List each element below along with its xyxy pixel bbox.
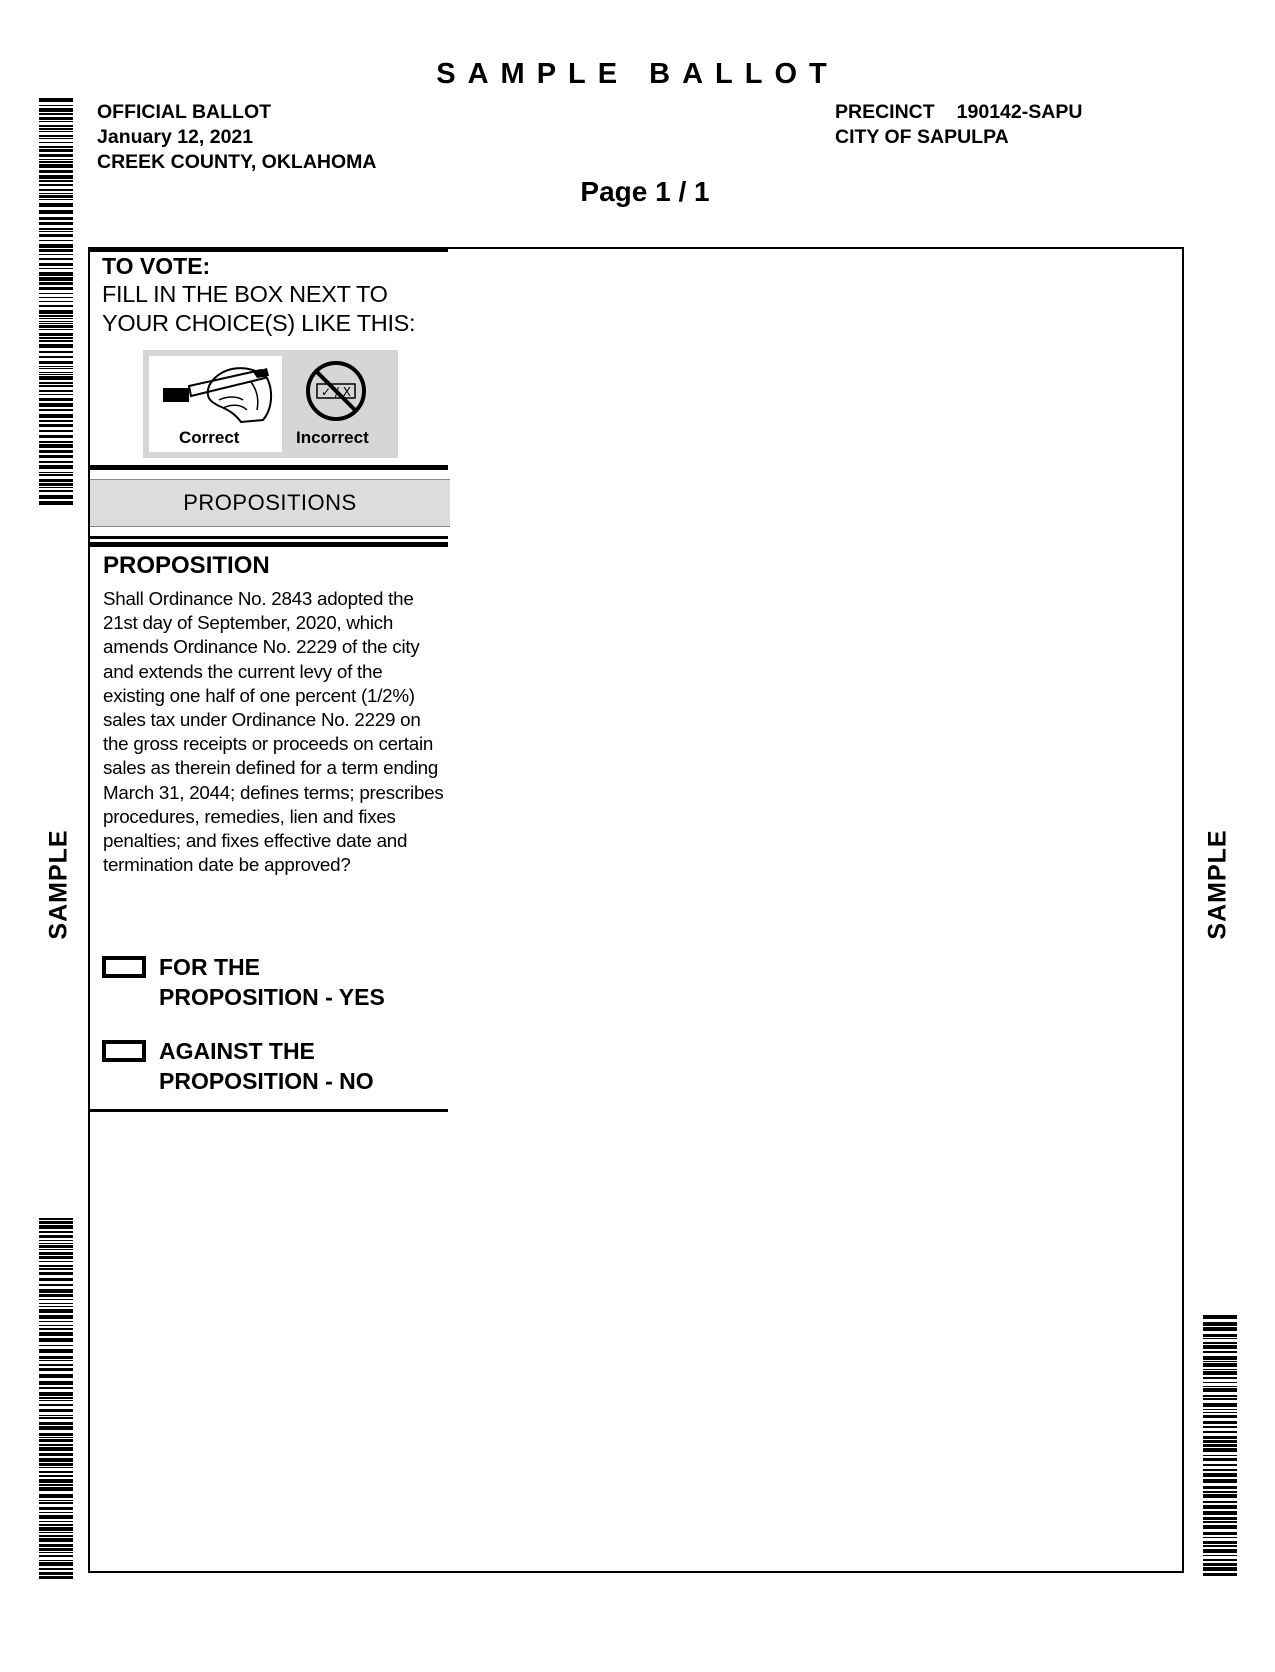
barcode-bar bbox=[39, 1512, 73, 1513]
barcode-bar bbox=[39, 495, 73, 499]
barcode-bar bbox=[1203, 1412, 1237, 1413]
barcode-bar bbox=[39, 1256, 73, 1259]
divider bbox=[88, 1109, 448, 1112]
barcode-bar bbox=[39, 1433, 73, 1436]
barcode-bar bbox=[39, 1356, 73, 1359]
barcode-bar bbox=[39, 297, 73, 298]
barcode-bar bbox=[39, 321, 73, 322]
barcode-bar bbox=[39, 455, 73, 458]
barcode-bar bbox=[1203, 1455, 1237, 1456]
barcode-bar bbox=[1203, 1563, 1237, 1566]
barcode-bar bbox=[1203, 1448, 1237, 1452]
barcode-bar bbox=[39, 222, 73, 225]
barcode-bar bbox=[1203, 1409, 1237, 1410]
barcode-bar bbox=[39, 1328, 73, 1330]
barcode-bar bbox=[1203, 1415, 1237, 1418]
barcode-bar bbox=[1203, 1395, 1237, 1397]
barcode-bar bbox=[39, 1315, 73, 1319]
barcode-bar bbox=[39, 189, 73, 191]
barcode-bar bbox=[39, 1268, 73, 1270]
barcode-bar bbox=[39, 472, 73, 473]
barcode-bar bbox=[39, 305, 73, 307]
barcode-bar bbox=[39, 105, 73, 106]
hand-pen-icon bbox=[149, 356, 282, 426]
barcode-bar bbox=[1203, 1537, 1237, 1538]
barcode-bar bbox=[39, 398, 73, 401]
barcode-bar bbox=[39, 1338, 73, 1342]
barcode-bar bbox=[39, 263, 73, 266]
barcode-bar bbox=[39, 1535, 73, 1537]
barcode-bar bbox=[39, 382, 73, 384]
marking-example bbox=[143, 350, 398, 458]
barcode-bar bbox=[39, 490, 73, 492]
barcode-bar bbox=[39, 164, 73, 168]
barcode-bar bbox=[39, 1453, 73, 1456]
barcode-bar bbox=[1203, 1322, 1237, 1326]
barcode-bar bbox=[39, 1245, 73, 1248]
barcode-bar bbox=[39, 323, 73, 324]
barcode-bar bbox=[1203, 1511, 1237, 1515]
barcode-bar bbox=[1203, 1567, 1237, 1571]
barcode-bar bbox=[39, 293, 73, 294]
barcode-bar bbox=[1203, 1338, 1237, 1339]
barcode-bar bbox=[39, 390, 73, 392]
barcode-left-bottom bbox=[39, 1218, 73, 1580]
barcode-bar bbox=[39, 424, 73, 427]
barcode-bar bbox=[39, 131, 73, 132]
barcode-bar bbox=[39, 1502, 73, 1504]
barcode-bar bbox=[1203, 1479, 1237, 1483]
barcode-bar bbox=[1203, 1369, 1237, 1370]
barcode-bar bbox=[1203, 1388, 1237, 1392]
barcode-bar bbox=[39, 234, 73, 237]
barcode-bar bbox=[39, 374, 73, 375]
divider bbox=[88, 542, 448, 547]
barcode-bar bbox=[39, 1240, 73, 1241]
barcode-bar bbox=[39, 1544, 73, 1547]
barcode-bar bbox=[39, 1572, 73, 1575]
barcode-bar bbox=[39, 1475, 73, 1477]
proposition-title: PROPOSITION bbox=[103, 552, 270, 579]
ballot-type: OFFICIAL BALLOT bbox=[97, 101, 272, 123]
barcode-bar bbox=[39, 1368, 73, 1371]
barcode-bar bbox=[1203, 1315, 1237, 1319]
barcode-bar bbox=[39, 465, 73, 469]
barcode-bar bbox=[39, 376, 73, 380]
barcode-bar bbox=[39, 1560, 73, 1561]
barcode-bar bbox=[39, 199, 73, 200]
barcode-bar bbox=[1203, 1525, 1237, 1529]
barcode-bar bbox=[39, 340, 73, 342]
instructions-title: TO VOTE: bbox=[102, 253, 211, 279]
barcode-bar bbox=[1203, 1351, 1237, 1353]
barcode-bar bbox=[39, 282, 73, 285]
barcode-bar bbox=[39, 244, 73, 248]
correct-label: Correct bbox=[179, 428, 240, 447]
barcode-bar bbox=[39, 1479, 73, 1483]
barcode-bar bbox=[39, 180, 73, 182]
barcode-bar bbox=[39, 1325, 73, 1326]
barcode-bar bbox=[39, 175, 73, 179]
barcode-bar bbox=[39, 1364, 73, 1366]
barcode-bar bbox=[39, 228, 73, 230]
barcode-bar bbox=[39, 315, 73, 317]
barcode-bar bbox=[39, 310, 73, 314]
barcode-bar bbox=[39, 277, 73, 281]
barcode-bar bbox=[39, 128, 73, 130]
barcode-bar bbox=[1203, 1559, 1237, 1561]
barcode-bar bbox=[1203, 1491, 1237, 1493]
barcode-bar bbox=[39, 1404, 73, 1406]
barcode-bar bbox=[1203, 1505, 1237, 1509]
barcode-bar bbox=[39, 1538, 73, 1542]
barcode-bar bbox=[1203, 1458, 1237, 1461]
barcode-bar bbox=[1203, 1549, 1237, 1553]
barcode-bar bbox=[39, 1218, 73, 1220]
barcode-bar bbox=[39, 318, 73, 319]
barcode-bar bbox=[39, 1231, 73, 1233]
barcode-bar bbox=[39, 1576, 73, 1579]
barcode-bar bbox=[39, 441, 73, 443]
incorrect-label: Incorrect bbox=[296, 428, 369, 447]
precinct-value: 190142-SAPU bbox=[956, 101, 1083, 123]
barcode-bar bbox=[39, 344, 73, 348]
barcode-bar bbox=[1203, 1573, 1237, 1576]
barcode-left-top bbox=[39, 98, 73, 505]
barcode-bar bbox=[39, 337, 73, 339]
barcode-bar bbox=[39, 420, 73, 422]
barcode-bar bbox=[39, 1409, 73, 1412]
svg-text:✓ / X: ✓ / X bbox=[321, 385, 351, 399]
barcode-bar bbox=[39, 210, 73, 214]
barcode-bar bbox=[39, 1272, 73, 1275]
barcode-bar bbox=[39, 1400, 73, 1401]
barcode-bar bbox=[39, 170, 73, 173]
barcode-bar bbox=[39, 325, 73, 328]
barcode-bar bbox=[1203, 1440, 1237, 1443]
barcode-bar bbox=[39, 1487, 73, 1491]
barcode-bar bbox=[39, 142, 73, 143]
barcode-bar bbox=[39, 240, 73, 241]
barcode-bar bbox=[1203, 1386, 1237, 1387]
barcode-bar bbox=[39, 356, 73, 358]
barcode-bar bbox=[39, 1437, 73, 1438]
barcode-bar bbox=[1203, 1431, 1237, 1433]
barcode-bar bbox=[39, 1548, 73, 1551]
barcode-bar bbox=[39, 117, 73, 120]
barcode-bar bbox=[39, 161, 73, 163]
barcode-bar bbox=[1203, 1464, 1237, 1466]
barcode-bar bbox=[39, 268, 73, 269]
barcode-bar bbox=[39, 1568, 73, 1570]
barcode-bar bbox=[39, 184, 73, 186]
barcode-bar bbox=[39, 1467, 73, 1468]
barcode-bar bbox=[39, 1555, 73, 1557]
barcode-bar bbox=[39, 361, 73, 364]
barcode-bar bbox=[1203, 1398, 1237, 1400]
section-label: PROPOSITIONS bbox=[183, 490, 357, 515]
side-label-right: SAMPLE bbox=[1203, 829, 1232, 940]
divider bbox=[88, 536, 448, 539]
barcode-bar bbox=[39, 487, 73, 488]
barcode-bar bbox=[39, 1306, 73, 1307]
barcode-bar bbox=[39, 98, 73, 102]
barcode-bar bbox=[39, 1252, 73, 1255]
barcode-bar bbox=[1203, 1541, 1237, 1544]
barcode-bar bbox=[1203, 1421, 1237, 1424]
barcode-bar bbox=[39, 1415, 73, 1416]
barcode-bar bbox=[1203, 1377, 1237, 1379]
barcode-bar bbox=[39, 258, 73, 260]
barcode-bar bbox=[39, 1471, 73, 1473]
barcode-bar bbox=[39, 195, 73, 198]
barcode-bar bbox=[1203, 1426, 1237, 1428]
barcode-bar bbox=[39, 1494, 73, 1498]
barcode-bar bbox=[1203, 1361, 1237, 1362]
barcode-bar bbox=[39, 1261, 73, 1262]
vote-box-yes[interactable] bbox=[102, 956, 146, 978]
barcode-bar bbox=[39, 1422, 73, 1425]
barcode-bar bbox=[1203, 1517, 1237, 1520]
barcode-bar bbox=[39, 1345, 73, 1346]
barcode-bar bbox=[39, 409, 73, 411]
barcode-bar bbox=[39, 1500, 73, 1501]
barcode-bar bbox=[1203, 1494, 1237, 1498]
barcode-bar bbox=[39, 1360, 73, 1361]
barcode-bar bbox=[39, 1458, 73, 1462]
barcode-bar bbox=[39, 1484, 73, 1486]
barcode-bar bbox=[39, 272, 73, 276]
barcode-bar bbox=[39, 121, 73, 122]
barcode-bar bbox=[39, 329, 73, 330]
barcode-bar bbox=[39, 1294, 73, 1297]
barcode-bar bbox=[39, 1265, 73, 1267]
barcode-bar bbox=[39, 403, 73, 407]
barcode-bar bbox=[39, 1552, 73, 1553]
barcode-bar bbox=[39, 1332, 73, 1336]
barcode-bar bbox=[39, 351, 73, 353]
barcode-bar bbox=[39, 1349, 73, 1353]
barcode-bar bbox=[39, 1426, 73, 1430]
barcode-bar bbox=[39, 368, 73, 369]
barcode-bar bbox=[1203, 1342, 1237, 1344]
barcode-bar bbox=[39, 1303, 73, 1304]
barcode-bar bbox=[39, 444, 73, 448]
barcode-bar bbox=[1203, 1356, 1237, 1360]
barcode-bar bbox=[39, 483, 73, 486]
barcode-bar bbox=[1203, 1345, 1237, 1349]
proposition-text: Shall Ordinance No. 2843 adopted the 21st day of September, 2020, which amends Ordinance No. 2229 of the city and extends the current levy of the existing one half of one percent (1/2%) sales tax under Ordinance No. 2229 on the gross receipts or proceeds on certain sales as therein defined for a term ending March 31, 2044; defines terms; prescribes procedures, remedies, lien and fixes penalties; and fixes effective date and termination date be approved? bbox=[103, 588, 444, 876]
barcode-bar bbox=[39, 1278, 73, 1281]
barcode-bar bbox=[39, 394, 73, 395]
barcode-bar bbox=[39, 333, 73, 336]
barcode-bar bbox=[39, 1249, 73, 1250]
barcode-bar bbox=[39, 108, 73, 112]
barcode-bar bbox=[39, 474, 73, 476]
barcode-bar bbox=[1203, 1363, 1237, 1367]
barcode-bar bbox=[39, 479, 73, 482]
prohibited-icon bbox=[303, 358, 369, 424]
barcode-bar bbox=[39, 146, 73, 148]
barcode-bar bbox=[39, 1381, 73, 1385]
ballot-banner: SAMPLE BALLOT bbox=[436, 58, 839, 90]
barcode-bar bbox=[39, 1387, 73, 1389]
barcode-bar bbox=[39, 1532, 73, 1533]
barcode-bar bbox=[1203, 1532, 1237, 1535]
barcode-bar bbox=[39, 1417, 73, 1419]
barcode-bar bbox=[39, 1527, 73, 1531]
page-number: Page 1 / 1 bbox=[580, 176, 710, 207]
barcode-bar bbox=[39, 135, 73, 137]
barcode-bar bbox=[39, 1507, 73, 1510]
barcode-bar bbox=[39, 385, 73, 387]
barcode-bar bbox=[1203, 1436, 1237, 1439]
barcode-bar bbox=[39, 1284, 73, 1286]
divider bbox=[88, 465, 448, 470]
barcode-bar bbox=[39, 138, 73, 139]
barcode-bar bbox=[1203, 1444, 1237, 1447]
barcode-bar bbox=[39, 414, 73, 418]
barcode-bar bbox=[39, 249, 73, 252]
barcode-bar bbox=[39, 1524, 73, 1526]
barcode-bar bbox=[39, 301, 73, 302]
precinct-info bbox=[835, 100, 1082, 150]
barcode-bar bbox=[39, 125, 73, 127]
barcode-bar bbox=[1203, 1371, 1237, 1375]
side-label-left: SAMPLE bbox=[44, 829, 73, 940]
county: CREEK COUNTY, OKLAHOMA bbox=[97, 151, 377, 173]
barcode-bar bbox=[39, 1299, 73, 1300]
barcode-bar bbox=[39, 1447, 73, 1451]
barcode-bar bbox=[39, 1515, 73, 1519]
barcode-bar bbox=[39, 372, 73, 373]
divider bbox=[88, 247, 448, 252]
barcode-bar bbox=[1203, 1382, 1237, 1383]
barcode-bar bbox=[39, 1463, 73, 1466]
barcode-bar bbox=[39, 1243, 73, 1244]
barcode-bar bbox=[1203, 1501, 1237, 1503]
barcode-bar bbox=[39, 1392, 73, 1396]
barcode-bar bbox=[1203, 1473, 1237, 1477]
barcode-bar bbox=[39, 501, 73, 505]
correct-example bbox=[149, 356, 282, 452]
barcode-bar bbox=[1203, 1403, 1237, 1407]
barcode-bar bbox=[39, 1397, 73, 1399]
barcode-bar bbox=[39, 1235, 73, 1238]
barcode-bar bbox=[1203, 1469, 1237, 1471]
barcode-bar bbox=[39, 430, 73, 432]
barcode-bar bbox=[1203, 1555, 1237, 1556]
section-header bbox=[90, 479, 450, 527]
option-no-label: AGAINST THE PROPOSITION - NO bbox=[159, 1038, 374, 1094]
barcode-bar bbox=[39, 217, 73, 220]
option-yes-label: FOR THE PROPOSITION - YES bbox=[159, 954, 385, 1010]
barcode-bar bbox=[1203, 1486, 1237, 1489]
barcode-bar bbox=[1203, 1545, 1237, 1547]
barcode-bar bbox=[39, 1289, 73, 1293]
barcode-bar bbox=[39, 154, 73, 157]
barcode-bar bbox=[39, 435, 73, 438]
barcode-bar bbox=[39, 149, 73, 152]
barcode-bar bbox=[39, 159, 73, 160]
barcode-bar bbox=[39, 1309, 73, 1313]
barcode-bar bbox=[39, 287, 73, 290]
precinct-label: PRECINCT bbox=[835, 101, 935, 123]
barcode-bar bbox=[39, 231, 73, 232]
barcode-bar bbox=[39, 461, 73, 463]
barcode-right-bottom bbox=[1203, 1315, 1237, 1580]
barcode-bar bbox=[39, 113, 73, 115]
instructions-text: FILL IN THE BOX NEXT TO YOUR CHOICE(S) LIKE THIS: bbox=[102, 281, 416, 336]
barcode-bar bbox=[1203, 1327, 1237, 1331]
election-date: January 12, 2021 bbox=[97, 126, 254, 148]
barcode-bar bbox=[39, 1321, 73, 1322]
barcode-bar bbox=[39, 366, 73, 367]
barcode-bar bbox=[39, 254, 73, 255]
barcode-bar bbox=[39, 193, 73, 194]
city: CITY OF SAPULPA bbox=[835, 126, 1009, 148]
barcode-bar bbox=[39, 203, 73, 207]
barcode-bar bbox=[39, 1439, 73, 1442]
ballot-info bbox=[97, 100, 377, 175]
barcode-bar bbox=[1203, 1521, 1237, 1523]
barcode-bar bbox=[39, 450, 73, 453]
barcode-bar bbox=[1203, 1334, 1237, 1337]
vote-box-no[interactable] bbox=[102, 1040, 146, 1062]
barcode-bar bbox=[39, 1444, 73, 1446]
barcode-bar bbox=[39, 1562, 73, 1566]
barcode-bar bbox=[39, 1225, 73, 1229]
barcode-bar bbox=[39, 1374, 73, 1378]
barcode-bar bbox=[39, 1221, 73, 1224]
barcode-bar bbox=[39, 1521, 73, 1522]
